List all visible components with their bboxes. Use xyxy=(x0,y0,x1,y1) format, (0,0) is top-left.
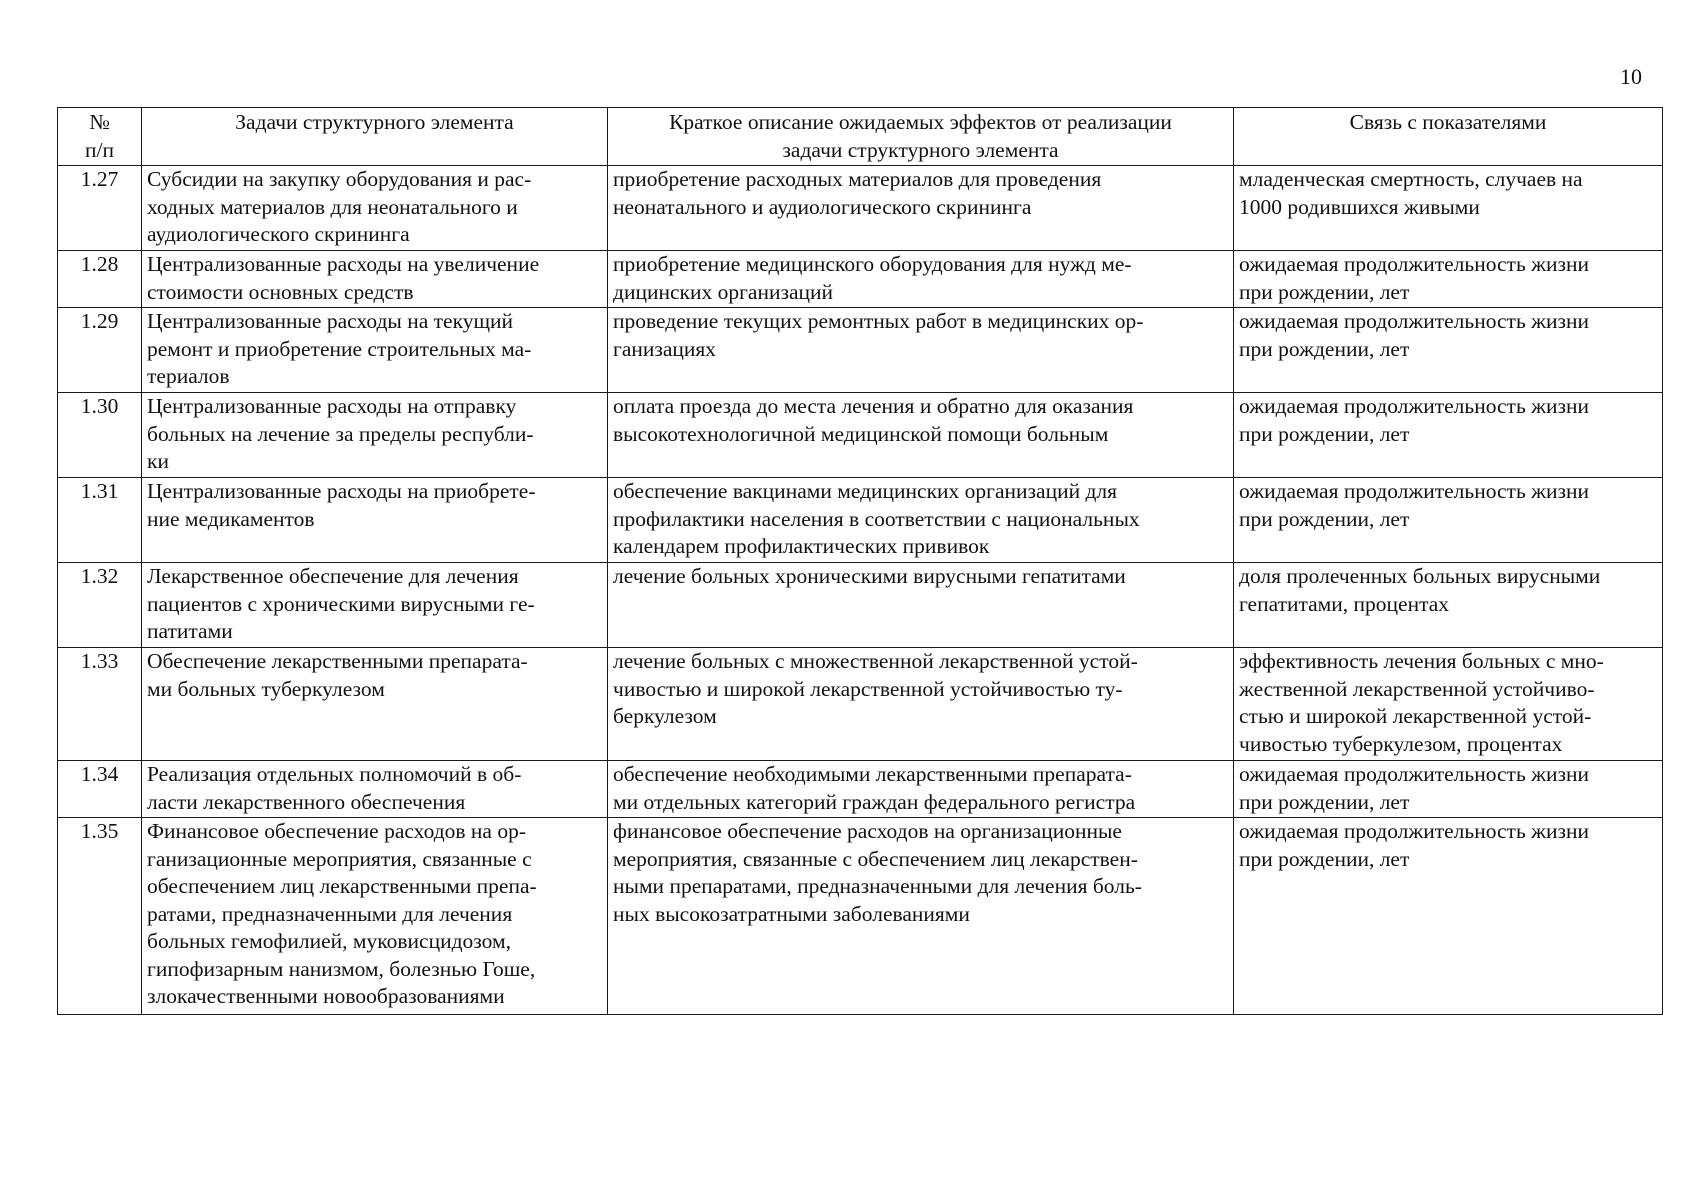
row-indicator: ожидаемая продолжительность жизни при рождении, лет xyxy=(1234,761,1663,818)
row-effect: проведение текущих ремонтных работ в медицинских ор- ганизациях xyxy=(608,308,1234,393)
row-task: Реализация отдельных полномочий в об- ласти лекарственного обеспечения xyxy=(142,761,608,818)
header-effect: Краткое описание ожидаемых эффектов от реализации задачи структурного элемента xyxy=(608,108,1234,166)
row-task: Финансовое обеспечение расходов на ор- ганизационные мероприятия, связанные с обеспечением лиц лекарственными препа- ратами, предназначенными для лечения больных гемофилией, муковисцидозом, гипофизарным нанизмом, болезнью Гоше, злокачественными новообразованиями xyxy=(142,818,608,1015)
table-row xyxy=(58,648,1663,761)
row-task: Лекарственное обеспечение для лечения пациентов с хроническими вирусными ге- патитами xyxy=(142,563,608,648)
table-header-row xyxy=(58,108,1663,166)
row-effect: финансовое обеспечение расходов на организационные мероприятия, связанные с обеспечением лиц лекарствен- ными препаратами, предназначенными для лечения боль- ных высокозатратными заболеваниями xyxy=(608,818,1234,1015)
row-indicator: ожидаемая продолжительность жизни при рождении, лет xyxy=(1234,308,1663,393)
table-row xyxy=(58,393,1663,478)
row-num: 1.32 xyxy=(58,563,142,648)
header-indicator: Связь с показателями xyxy=(1234,108,1663,166)
row-num: 1.27 xyxy=(58,166,142,251)
table-row xyxy=(58,478,1663,563)
page-number: 10 xyxy=(1620,64,1642,89)
row-num: 1.29 xyxy=(58,308,142,393)
row-effect: обеспечение необходимыми лекарственными препарата- ми отдельных категорий граждан федерального регистра xyxy=(608,761,1234,818)
row-num: 1.30 xyxy=(58,393,142,478)
row-num: 1.34 xyxy=(58,761,142,818)
table-row xyxy=(58,818,1663,1015)
row-indicator: доля пролеченных больных вирусными гепатитами, процентах xyxy=(1234,563,1663,648)
table-row xyxy=(58,563,1663,648)
row-effect: лечение больных хроническими вирусными гепатитами xyxy=(608,563,1234,648)
row-task: Обеспечение лекарственными препарата- ми больных туберкулезом xyxy=(142,648,608,761)
table-row xyxy=(58,308,1663,393)
row-task: Централизованные расходы на увеличение стоимости основных средств xyxy=(142,251,608,308)
table-row xyxy=(58,761,1663,818)
structural-element-table xyxy=(57,107,1663,1015)
row-effect: приобретение расходных материалов для проведения неонатального и аудиологического скрининга xyxy=(608,166,1234,251)
row-effect: лечение больных с множественной лекарственной устой- чивостью и широкой лекарственной устойчивостью ту- беркулезом xyxy=(608,648,1234,761)
row-task: Централизованные расходы на текущий ремонт и приобретение строительных ма- териалов xyxy=(142,308,608,393)
row-task: Централизованные расходы на отправку больных на лечение за пределы республи- ки xyxy=(142,393,608,478)
row-indicator: ожидаемая продолжительность жизни при рождении, лет xyxy=(1234,478,1663,563)
row-effect: обеспечение вакцинами медицинских организаций для профилактики населения в соответствии с национальных календарем профилактических прививок xyxy=(608,478,1234,563)
row-num: 1.31 xyxy=(58,478,142,563)
row-task: Субсидии на закупку оборудования и рас- ходных материалов для неонатального и аудиологического скрининга xyxy=(142,166,608,251)
header-task: Задачи структурного элемента xyxy=(142,108,608,166)
row-indicator: ожидаемая продолжительность жизни при рождении, лет xyxy=(1234,251,1663,308)
row-num: 1.28 xyxy=(58,251,142,308)
row-num: 1.35 xyxy=(58,818,142,1015)
row-num: 1.33 xyxy=(58,648,142,761)
row-indicator: ожидаемая продолжительность жизни при рождении, лет xyxy=(1234,393,1663,478)
row-effect: оплата проезда до места лечения и обратно для оказания высокотехнологичной медицинской помощи больным xyxy=(608,393,1234,478)
row-task: Централизованные расходы на приобрете- ние медикаментов xyxy=(142,478,608,563)
table-row xyxy=(58,166,1663,251)
row-effect: приобретение медицинского оборудования для нужд ме- дицинских организаций xyxy=(608,251,1234,308)
table-row xyxy=(58,251,1663,308)
header-num: № п/п xyxy=(58,108,142,166)
row-indicator: ожидаемая продолжительность жизни при рождении, лет xyxy=(1234,818,1663,1015)
row-indicator: младенческая смертность, случаев на 1000 родившихся живыми xyxy=(1234,166,1663,251)
row-indicator: эффективность лечения больных с мно- жественной лекарственной устойчиво- стью и широкой лекарственной устой- чивостью туберкулезом, процентах xyxy=(1234,648,1663,761)
